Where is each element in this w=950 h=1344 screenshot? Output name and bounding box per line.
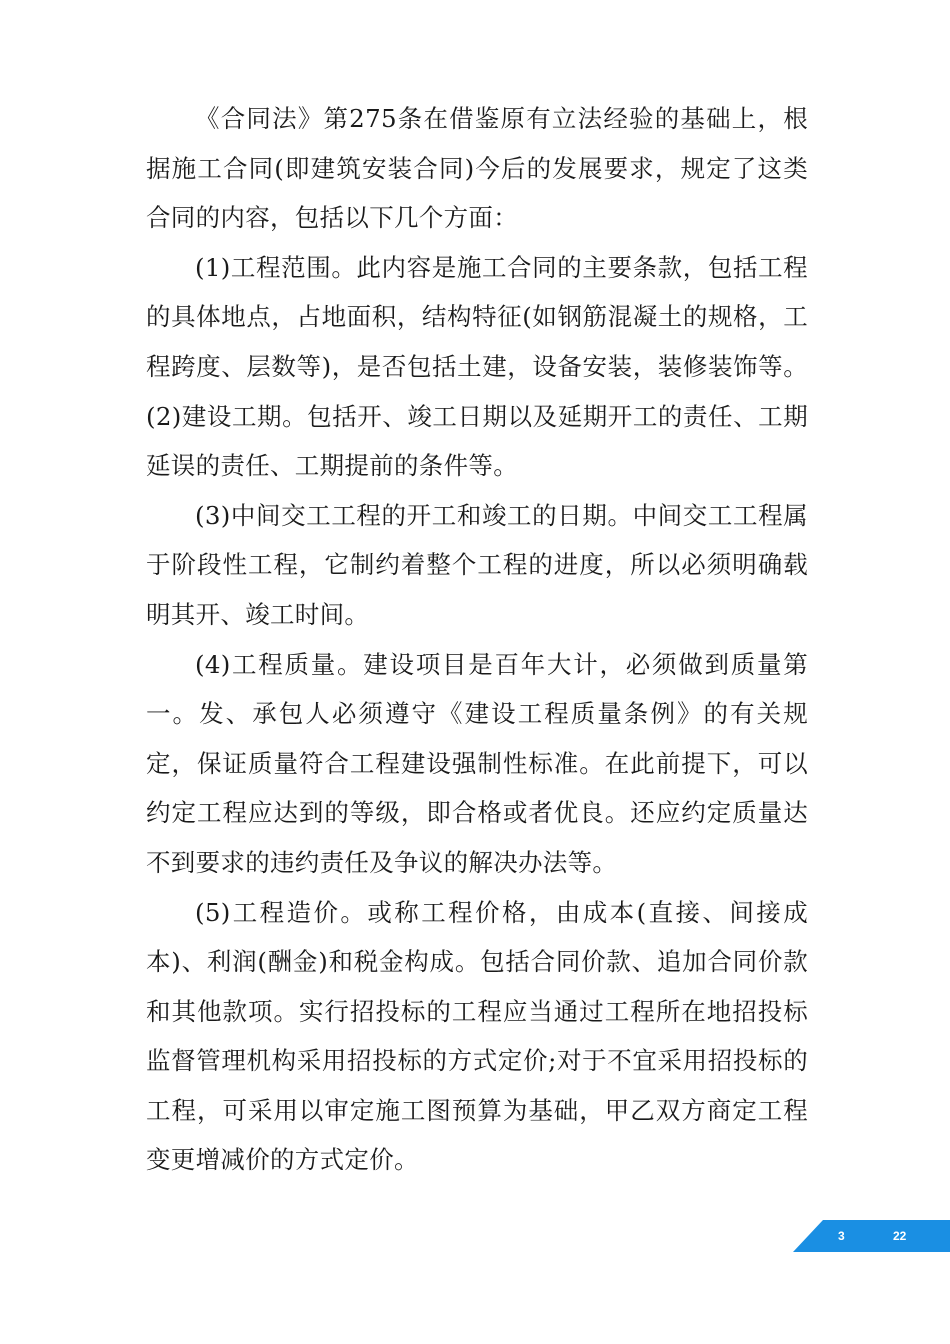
total-pages-number: 22 — [893, 1229, 907, 1243]
paragraph-interim-handover: (3)中间交工工程的开工和竣工的日期。中间交工工程属于阶段性工程，它制约着整个工程的进度，所以必须明确载明其开、竣工时间。 — [146, 500, 808, 629]
page-number-badge — [793, 1220, 950, 1252]
paragraph-cost: (5)工程造价。或称工程价格，由成本(直接、间接成本)、利润(酬金)和税金构成。包括合同价款、追加合同价款和其他款项。实行招投标的工程应当通过工程所在地招投标监督管理机构采用招投标的方式定价;对于不宜采用招投标的工程，可采用以审定施工图预算为基础，甲乙双方商定工程变更增减价的方式定价。 — [146, 897, 808, 1175]
paragraph-scope-and-schedule: (1)工程范围。此内容是施工合同的主要条款，包括工程的具体地点，占地面积，结构特征(如钢筋混凝土的规格，工程跨度、层数等)，是否包括土建，设备安装，装修装饰等。(2)建设工期。包括开、竣工日期以及延期开工的责任、工期延误的责任、工期提前的条件等。 — [146, 252, 808, 481]
paragraph-intro: 《合同法》第275条在借鉴原有立法经验的基础上，根据施工合同(即建筑安装合同)今后的发展要求，规定了这类合同的内容，包括以下几个方面： — [146, 104, 808, 233]
document-body — [146, 94, 808, 1185]
paragraph-quality: (4)工程质量。建设项目是百年大计，必须做到质量第一。发、承包人必须遵守《建设工程质量条例》的有关规定，保证质量符合工程建设强制性标准。在此前提下，可以约定工程应达到的等级，即合格或者优良。还应约定质量达不到要求的违约责任及争议的解决办法等。 — [146, 649, 808, 877]
current-page-number: 3 — [838, 1229, 845, 1243]
